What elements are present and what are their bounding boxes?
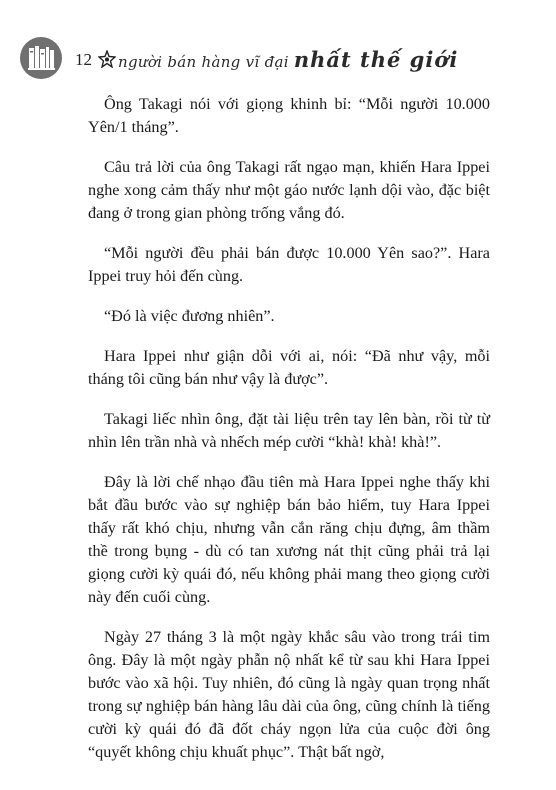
running-title-small: người bán hàng vĩ đại — [118, 53, 289, 71]
paragraph: Takagi liếc nhìn ông, đặt tài liệu trên tay lên bàn, rồi từ từ nhìn lên trần nhà và nhếch mép cười “khà! khà! khà!”. — [88, 410, 490, 451]
paragraph: “Đó là việc đương nhiên”. — [104, 307, 275, 325]
paragraph: Ngày 27 tháng 3 là một ngày khắc sâu vào trong trái tim ông. Đây là một ngày phẫn nộ nhất kể từ sau khi Hara Ippei bước vào xã hội. Tuy nhiên, đó cũng là ngày quan trọng nhất trong sự nghiệp bán hàng lâu dài của ông, cũng chính là tiếng cười kỳ quái đó đã đốt cháy ngọn lửa của cuộc đời ông “quyết không chịu khuất phục”. Thật bất ngờ, — [88, 628, 490, 761]
page-number: 12 — [75, 50, 92, 69]
page-body — [88, 93, 490, 781]
running-title — [118, 47, 458, 72]
running-title-big: nhất thế giới — [293, 47, 459, 72]
paragraph: Đây là lời chế nhạo đầu tiên mà Hara Ippei nghe thấy khi bắt đầu bước vào sự nghiệp bán bảo hiểm, tuy Hara Ippei thấy rất khó chịu, nhưng vẫn cắn răng chịu đựng, âm thầm thề trong bụng - dù có tan xương nát thịt cũng phải trả lại giọng cười kỳ quái đó, nếu không phải mang theo giọng cười này đến cuối cùng. — [88, 473, 490, 606]
books-icon — [20, 37, 62, 79]
paragraph: Câu trả lời của ông Takagi rất ngạo mạn, khiến Hara Ippei nghe xong cảm thấy như một gáo nước lạnh dội vào, đặc biệt đang ở trong gian phòng trống vắng đó. — [88, 158, 490, 222]
page-header — [20, 37, 540, 81]
paragraph: “Mỗi người đều phải bán được 10.000 Yên sao?”. Hara Ippei truy hỏi đến cùng. — [88, 244, 490, 285]
paragraph: Hara Ippei như giận dỗi với ai, nói: “Đã như vậy, mỗi tháng tôi cũng bán như vậy là được”. — [88, 347, 490, 388]
star-icon — [98, 50, 116, 73]
paragraph: Ông Takagi nói với giọng khinh bỉ: “Mỗi người 10.000 Yên/1 tháng”. — [88, 95, 490, 136]
